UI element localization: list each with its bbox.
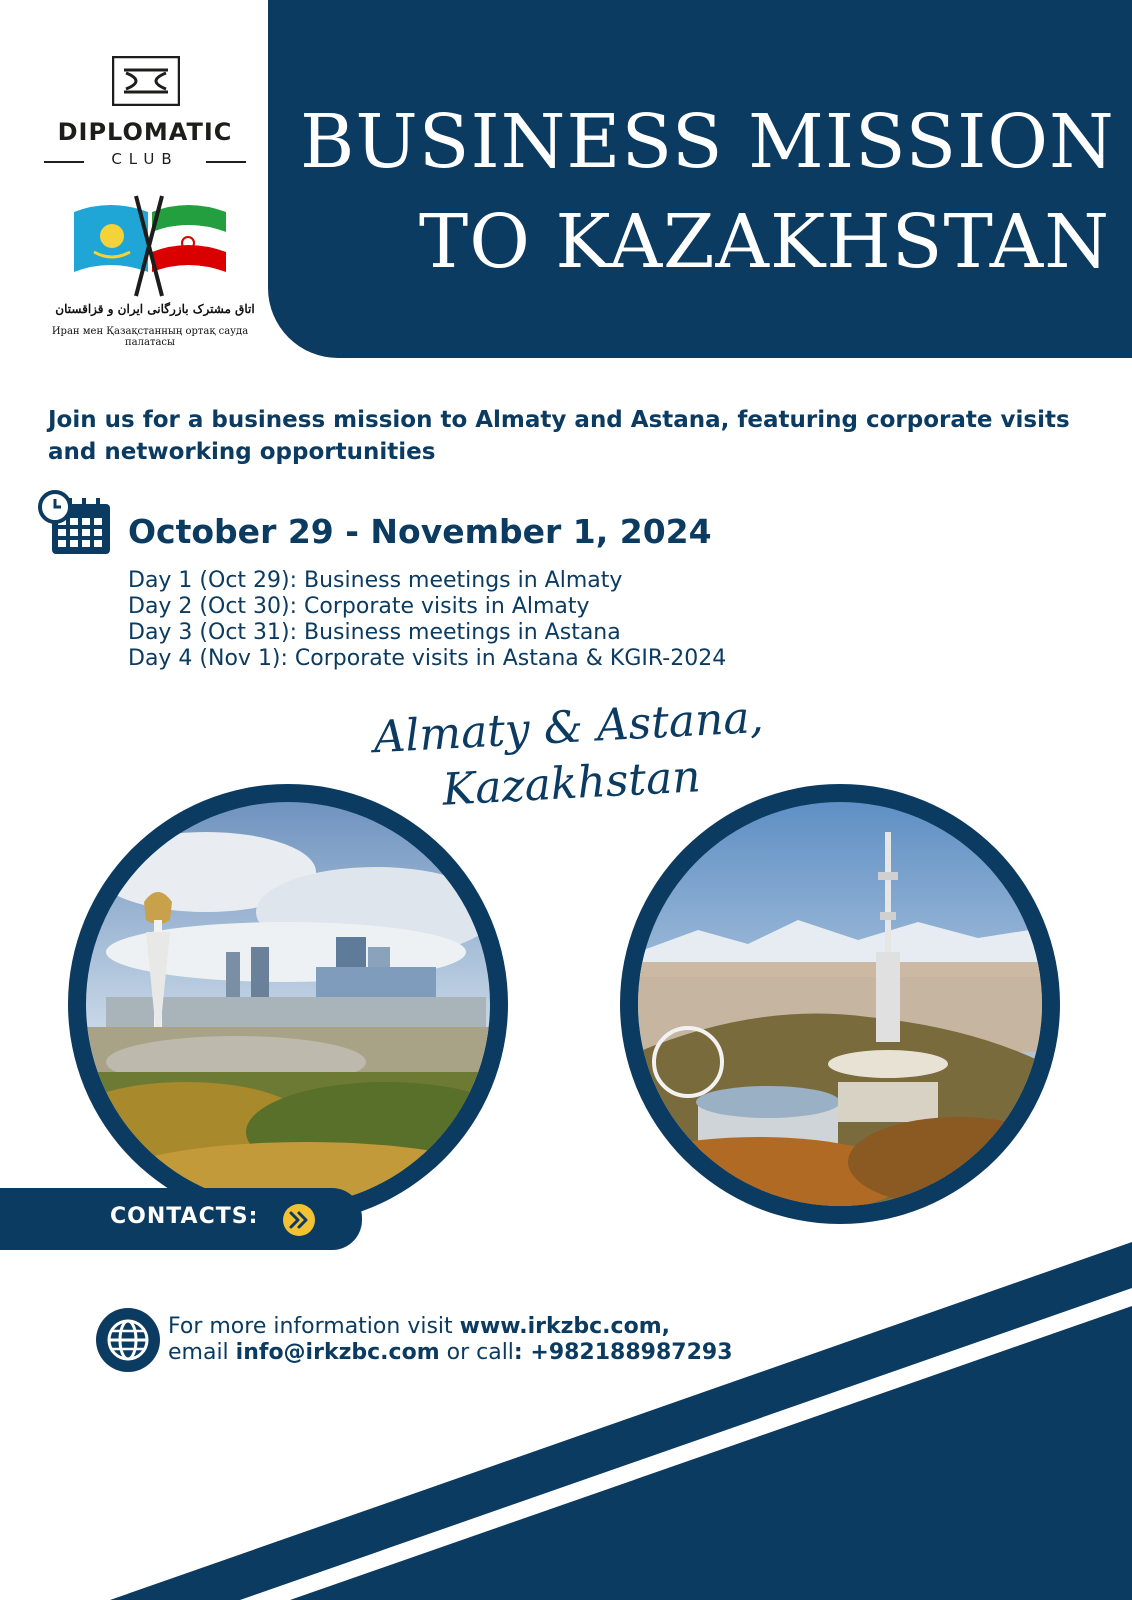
logo-rule-right xyxy=(206,161,246,163)
contacts-label: CONTACTS: xyxy=(110,1204,259,1229)
logo-sub: CLUB xyxy=(111,150,179,168)
schedule-day-1: Day 1 (Oct 29): Business meetings in Almaty xyxy=(128,568,623,593)
kazakhstan-iran-flags-emblem xyxy=(70,192,230,297)
footer-info xyxy=(168,1314,733,1366)
calendar-clock-icon xyxy=(38,490,114,558)
chamber-name-persian: اتاق مشترک بازرگانی ایران و قزاقستان xyxy=(55,302,255,316)
date-heading: October 29 - November 1, 2024 xyxy=(128,512,712,551)
schedule-day-4: Day 4 (Nov 1): Corporate visits in Astana & KGIR-2024 xyxy=(128,646,727,671)
footer-line-1 xyxy=(168,1314,733,1340)
location-script-line-2: Kazakhstan xyxy=(441,751,702,816)
almaty-kok-tobe-photo xyxy=(638,802,1042,1206)
hero-title xyxy=(300,92,1115,292)
email-link[interactable]: info@irkzbc.com xyxy=(235,1340,440,1365)
logo-sub-row xyxy=(40,150,250,172)
phone-number[interactable]: : +982188987293 xyxy=(513,1340,733,1365)
astana-photo-frame xyxy=(68,784,508,1224)
schedule-day-3: Day 3 (Oct 31): Business meetings in Astana xyxy=(128,620,621,645)
footer-phone-prefix: or call xyxy=(439,1340,514,1365)
double-chevron-right-icon[interactable] xyxy=(282,1203,316,1237)
footer-email-prefix: email xyxy=(168,1340,236,1365)
intro-text: Join us for a business mission to Almaty and Astana, featuring corporate visits and networking opportunities xyxy=(48,407,1070,465)
chamber-name-kazakh: Иран мен Қазақстанның ортақ сауда палатасы xyxy=(51,326,249,348)
schedule-day-2: Day 2 (Oct 30): Corporate visits in Almaty xyxy=(128,594,590,619)
diagonal-decoration xyxy=(0,1230,1132,1600)
location-script-line-1: Almaty & Astana, xyxy=(372,691,765,764)
almaty-photo-frame xyxy=(620,784,1060,1224)
website-link[interactable]: www.irkzbc.com, xyxy=(459,1314,670,1339)
footer-site-prefix: For more information visit xyxy=(168,1314,460,1339)
logo-name: DIPLOMATIC xyxy=(57,118,233,146)
globe-icon xyxy=(96,1308,160,1372)
hero-title-line-2: TO KAZAKHSTAN xyxy=(418,199,1110,285)
footer-line-2 xyxy=(168,1340,733,1366)
hero-title-line-1: BUSINESS MISSION xyxy=(300,99,1115,185)
schedule-list xyxy=(128,568,726,672)
astana-cityscape-photo xyxy=(86,802,490,1206)
diplomatic-club-logo-mark xyxy=(112,56,180,106)
